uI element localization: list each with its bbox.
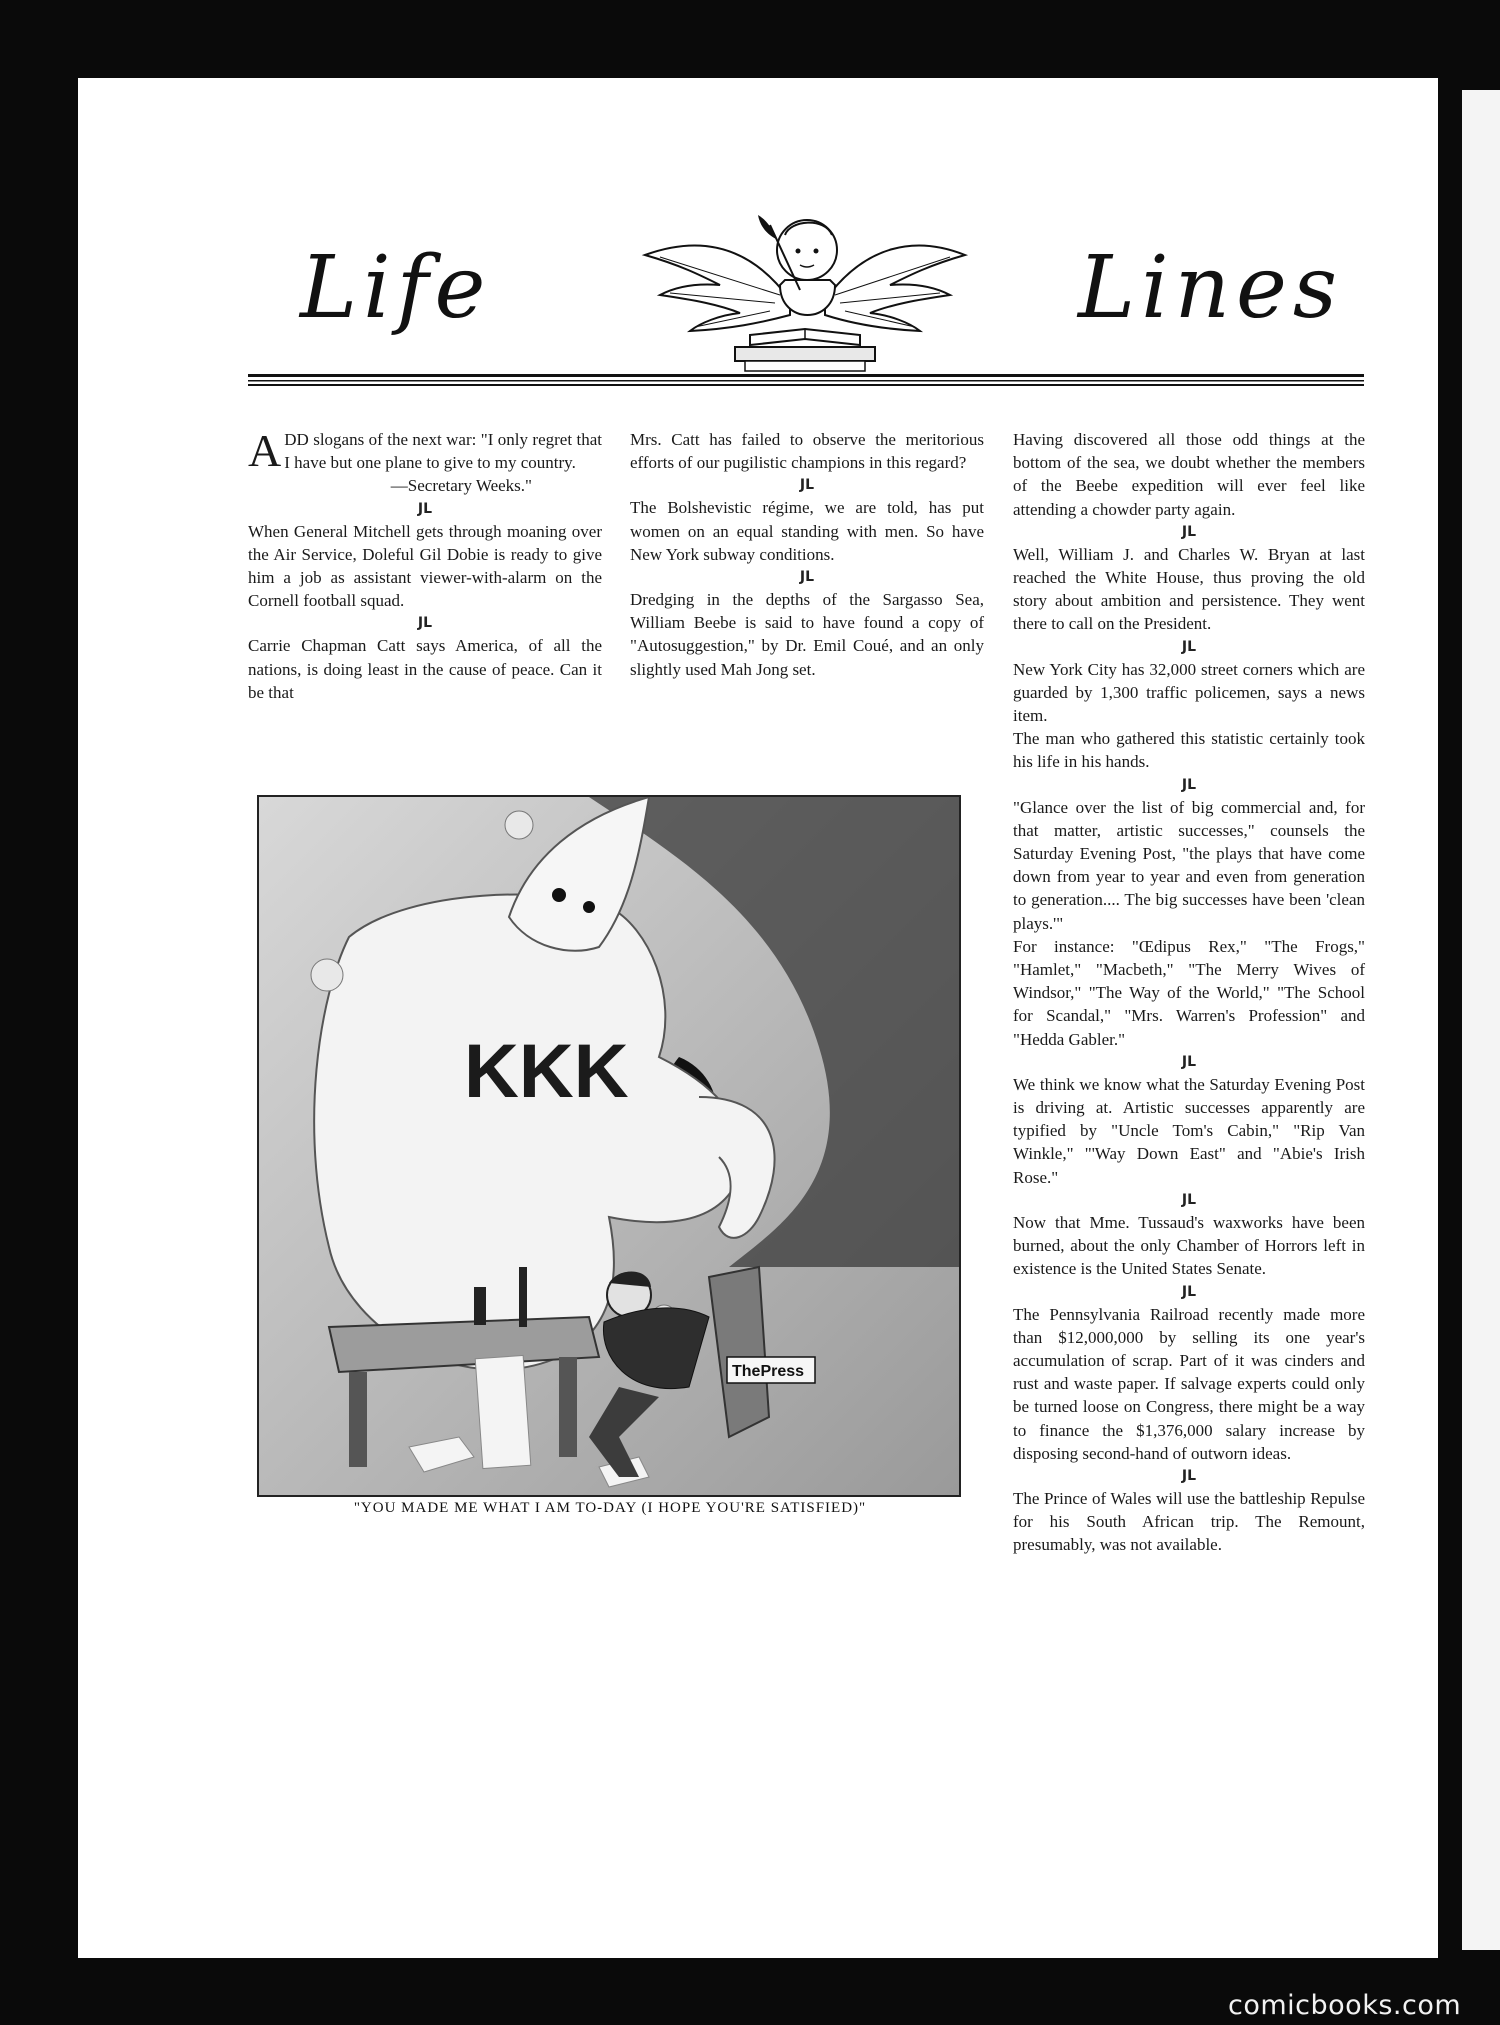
header-rule <box>248 374 1364 386</box>
item-catt-cont: Mrs. Catt has failed to observe the meritorious efforts of our pugilistic champions in this regard? <box>630 430 984 473</box>
drop-cap: A <box>248 425 282 476</box>
separator-mark: JL <box>799 569 815 586</box>
facing-page-edge <box>1462 90 1500 1950</box>
separator-mark: JL <box>1181 523 1197 540</box>
separator-mark: JL <box>1181 1467 1197 1484</box>
item-catt: Carrie Chapman Catt says America, of all the nations, is doing least in the cause of peace. Can it be that <box>248 636 602 702</box>
separator-mark: JL <box>417 615 433 632</box>
header-life: Life <box>300 238 492 338</box>
item-mitchell: When General Mitchell gets through moaning over the Air Service, Doleful Gil Dobie is ready to give him a job as assistant viewer-with-alarm on the Cornell football squad. <box>248 521 602 611</box>
press-label: ThePress <box>732 1363 805 1380</box>
item-saturday-post: "Glance over the list of big commercial and, for that matter, artistic successes," counsels the Saturday Evening Post, "the plays that have come down from year to year and even from generation to generation.... The big successes have been 'clean plays.'" <box>1013 797 1365 933</box>
separator-mark: JL <box>799 477 815 494</box>
item-statistic: The man who gathered this statistic certainly took his life in his hands. <box>1013 729 1365 772</box>
column-1 <box>248 425 602 704</box>
watermark: comicbooks.com <box>1228 1990 1462 2021</box>
separator-mark: JL <box>417 500 433 517</box>
item-signature: —Secretary Weeks." <box>390 476 532 496</box>
kkk-label: KKK <box>464 1029 629 1114</box>
column-2 <box>630 428 984 681</box>
cartoon-illustration <box>257 795 961 1497</box>
item-bryan: Well, William J. and Charles W. Bryan at last reached the White House, thus proving the old story about ambition and persistence. They went there to call on the President. <box>1013 544 1365 634</box>
item-pennsylvania: The Pennsylvania Railroad recently made more than $12,000,000 by selling its one year's accumulation of scrap. Part of it was cinders and rust and waste paper. If salvage experts could only be turned loose on Congress, there might be a way to finance the $1,376,000 salary increase by disposing second-hand of outworn ideas. <box>1013 1304 1365 1463</box>
column-3 <box>1013 428 1365 1557</box>
header-lines: Lines <box>1078 238 1344 338</box>
separator-mark: JL <box>1181 638 1197 655</box>
separator-mark: JL <box>1181 1283 1197 1300</box>
item-street-corners: New York City has 32,000 street corners which are guarded by 1,300 traffic policemen, says a news item. <box>1013 659 1365 726</box>
item-beebe-expedition: Having discovered all those odd things at the bottom of the sea, we doubt whether the members of the Beebe expedition will ever feel like attending a chowder party again. <box>1013 430 1365 519</box>
cartoon-caption: "YOU MADE ME WHAT I AM TO-DAY (I HOPE YOU'RE SATISFIED)" <box>353 1500 867 1516</box>
separator-mark: JL <box>1181 1191 1197 1208</box>
item-bolshevistic: The Bolshevistic régime, we are told, has put women on an equal standing with men. So have New York subway conditions. <box>630 498 984 564</box>
item-beebe: Dredging in the depths of the Sargasso Sea, William Beebe is said to have found a copy of "Autosuggestion," by Dr. Emil Coué, and an only slightly used Mah Jong set. <box>630 590 984 679</box>
cartoon-drawing <box>259 797 959 1495</box>
separator-mark: JL <box>1181 1053 1197 1070</box>
cherub-illustration <box>640 205 970 380</box>
item-tussaud: Now that Mme. Tussaud's waxworks have been burned, about the only Chamber of Horrors left in existence is the United States Senate. <box>1013 1212 1365 1279</box>
item-prince-of-wales: The Prince of Wales will use the battleship Repulse for his South African trip. The Remount, presumably, was not available. <box>1013 1488 1365 1555</box>
separator-mark: JL <box>1181 776 1197 793</box>
item-plays-list: For instance: "Œdipus Rex," "The Frogs," "Hamlet," "Macbeth," "The Merry Wives of Windsor," "The Way of the World," "The School for Scandal," "Mrs. Warren's Profession" and "Hedda Gabler." <box>1013 936 1365 1049</box>
item-artistic-successes: We think we know what the Saturday Evening Post is driving at. Artistic successes apparently are typified by "Uncle Tom's Cabin," "Rip Van Winkle," "'Way Down East" and "Abie's Irish Rose." <box>1013 1074 1365 1187</box>
item-slogans: ADD slogans of the next war: "I only regret that I have but one plane to give to my country. <box>248 425 602 476</box>
